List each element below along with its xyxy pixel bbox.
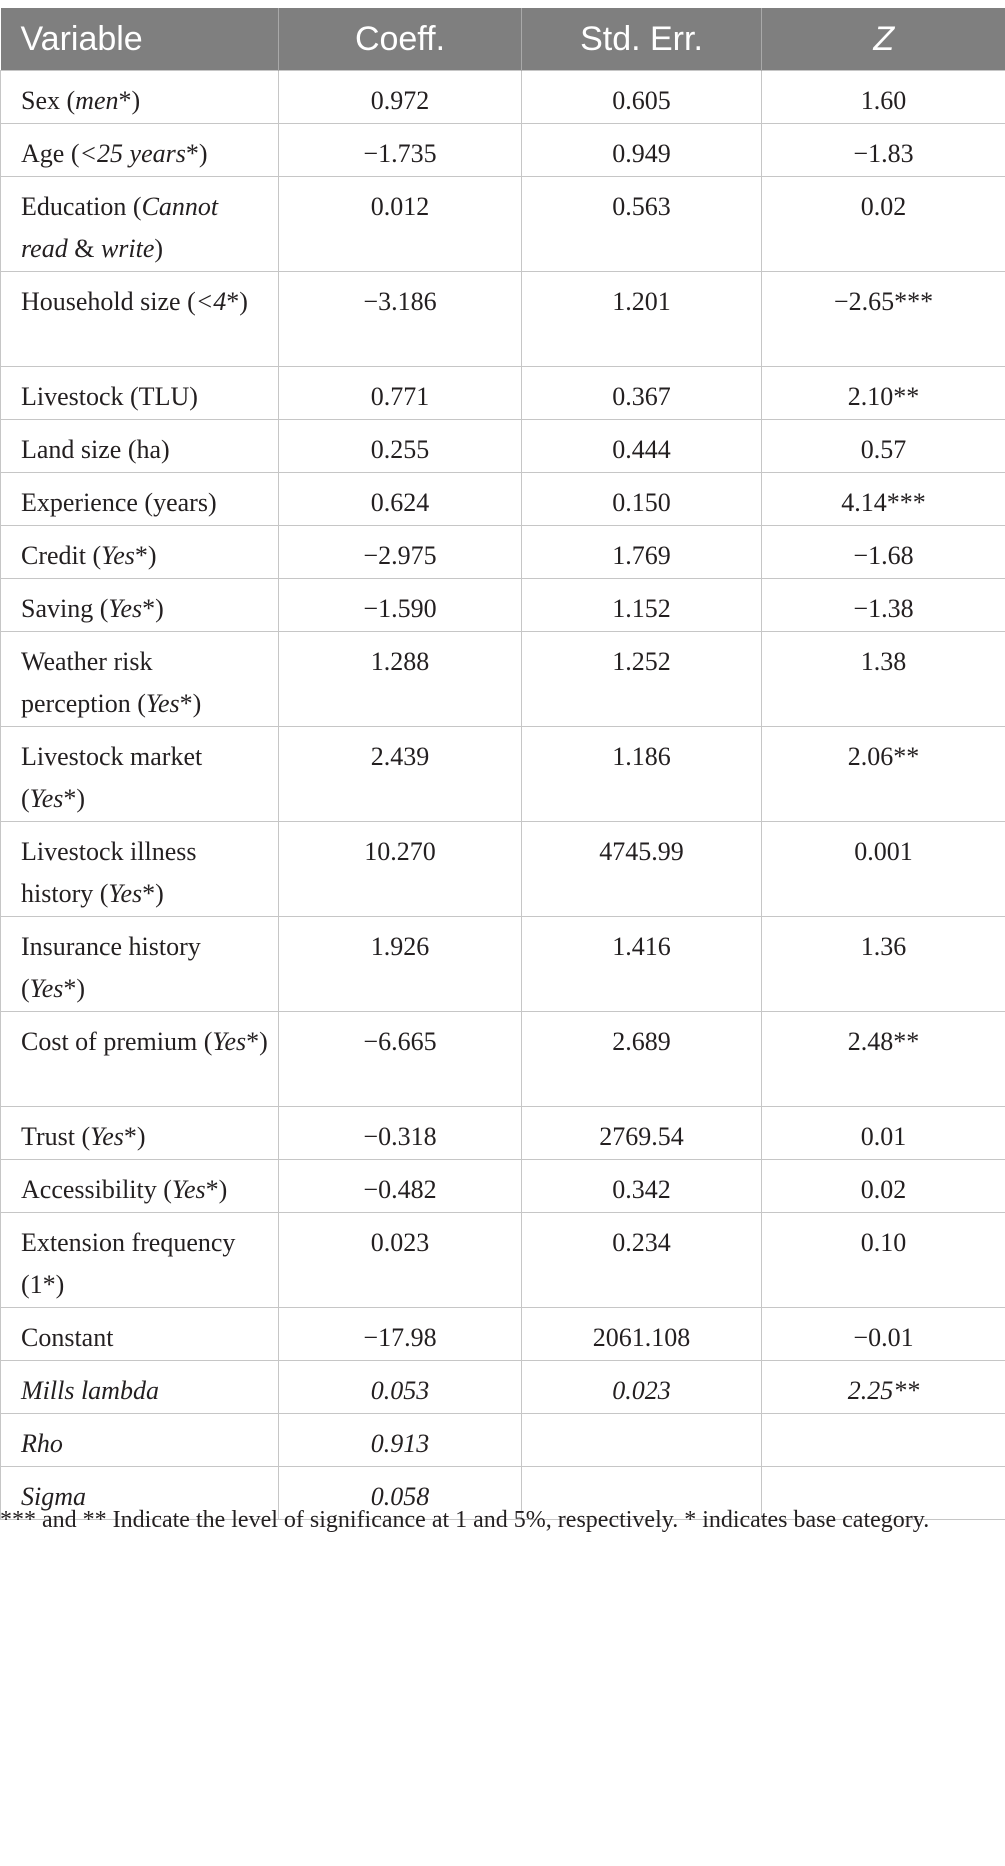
coeff-cell: −2.975 [279, 526, 522, 579]
std-err-cell: 1.252 [522, 632, 762, 727]
header-coeff: Coeff. [279, 8, 522, 71]
coeff-cell: −1.735 [279, 124, 522, 177]
table-row [1, 1414, 1005, 1467]
std-err-cell: 1.416 [522, 917, 762, 1012]
coeff-cell: 0.053 [279, 1361, 522, 1414]
z-cell: 2.06** [762, 727, 1005, 822]
table-row [1, 420, 1005, 473]
variable-cell: Education (Cannot read & write) [1, 177, 279, 272]
variable-cell: Cost of premium (Yes*) [1, 1012, 279, 1107]
std-err-cell: 0.949 [522, 124, 762, 177]
z-cell: 1.60 [762, 71, 1005, 124]
variable-cell: Insurance history (Yes*) [1, 917, 279, 1012]
z-cell: 2.25** [762, 1361, 1005, 1414]
variable-cell: Saving (Yes*) [1, 579, 279, 632]
z-cell: 0.02 [762, 177, 1005, 272]
variable-cell: Weather risk perception (Yes*) [1, 632, 279, 727]
coeff-cell: 0.058 [279, 1467, 522, 1520]
variable-cell: Experience (years) [1, 473, 279, 526]
table-row [1, 727, 1005, 822]
table-row [1, 1213, 1005, 1308]
table-footnote: *** and ** Indicate the level of significance at 1 and 5%, respectively. * indicates base category. [0, 1507, 930, 1533]
std-err-cell: 1.152 [522, 579, 762, 632]
z-cell: 1.38 [762, 632, 1005, 727]
z-cell: −2.65*** [762, 272, 1005, 367]
z-cell: −1.83 [762, 124, 1005, 177]
table-body [1, 71, 1005, 1520]
coeff-cell: −0.318 [279, 1107, 522, 1160]
table-row [1, 1107, 1005, 1160]
z-cell: 0.10 [762, 1213, 1005, 1308]
z-cell: −0.01 [762, 1308, 1005, 1361]
table-row [1, 71, 1005, 124]
z-cell: 0.02 [762, 1160, 1005, 1213]
table-row [1, 579, 1005, 632]
std-err-cell: 1.201 [522, 272, 762, 367]
table-row [1, 1308, 1005, 1361]
coeff-cell: −0.482 [279, 1160, 522, 1213]
variable-cell: Household size (<4*) [1, 272, 279, 367]
variable-cell: Livestock (TLU) [1, 367, 279, 420]
variable-cell: Extension frequency (1*) [1, 1213, 279, 1308]
z-cell: 0.01 [762, 1107, 1005, 1160]
std-err-cell: 4745.99 [522, 822, 762, 917]
z-cell: −1.68 [762, 526, 1005, 579]
header-std-err: Std. Err. [522, 8, 762, 71]
header-variable: Variable [1, 8, 279, 71]
z-cell: −1.38 [762, 579, 1005, 632]
coeff-cell: −3.186 [279, 272, 522, 367]
std-err-cell: 0.444 [522, 420, 762, 473]
std-err-cell: 0.367 [522, 367, 762, 420]
table-row [1, 177, 1005, 272]
coeff-cell: 1.926 [279, 917, 522, 1012]
coeff-cell: 0.023 [279, 1213, 522, 1308]
header-row [1, 8, 1005, 71]
table-row [1, 1361, 1005, 1414]
table-row [1, 272, 1005, 367]
z-cell: 4.14*** [762, 473, 1005, 526]
z-cell: 0.001 [762, 822, 1005, 917]
coeff-cell: 0.012 [279, 177, 522, 272]
variable-cell: Constant [1, 1308, 279, 1361]
table-header [1, 8, 1005, 71]
table-row [1, 1012, 1005, 1107]
coeff-cell: 0.913 [279, 1414, 522, 1467]
std-err-cell: 0.563 [522, 177, 762, 272]
std-err-cell: 2.689 [522, 1012, 762, 1107]
variable-cell: Livestock market (Yes*) [1, 727, 279, 822]
std-err-cell: 1.769 [522, 526, 762, 579]
coeff-cell: 1.288 [279, 632, 522, 727]
coeff-cell: −1.590 [279, 579, 522, 632]
coeff-cell: −17.98 [279, 1308, 522, 1361]
variable-cell: Credit (Yes*) [1, 526, 279, 579]
regression-table-container [0, 8, 1005, 1520]
variable-cell: Livestock illness history (Yes*) [1, 822, 279, 917]
variable-cell: Rho [1, 1414, 279, 1467]
z-cell: 0.57 [762, 420, 1005, 473]
variable-cell: Sex (men*) [1, 71, 279, 124]
std-err-cell: 0.342 [522, 1160, 762, 1213]
coeff-cell: 0.624 [279, 473, 522, 526]
z-cell: 2.48** [762, 1012, 1005, 1107]
std-err-cell: 0.234 [522, 1213, 762, 1308]
std-err-cell: 0.605 [522, 71, 762, 124]
table-row [1, 917, 1005, 1012]
std-err-cell [522, 1414, 762, 1467]
z-cell: 2.10** [762, 367, 1005, 420]
variable-cell: Land size (ha) [1, 420, 279, 473]
variable-cell: Sigma [1, 1467, 279, 1520]
regression-table [0, 8, 1005, 1520]
table-row [1, 822, 1005, 917]
variable-cell: Age (<25 years*) [1, 124, 279, 177]
table-row [1, 124, 1005, 177]
variable-cell: Trust (Yes*) [1, 1107, 279, 1160]
coeff-cell: 0.255 [279, 420, 522, 473]
std-err-cell: 0.150 [522, 473, 762, 526]
coeff-cell: 2.439 [279, 727, 522, 822]
table-row [1, 367, 1005, 420]
variable-cell: Mills lambda [1, 1361, 279, 1414]
table-row [1, 526, 1005, 579]
table-row [1, 632, 1005, 727]
header-z: Z [762, 8, 1005, 71]
coeff-cell: 10.270 [279, 822, 522, 917]
variable-cell: Accessibility (Yes*) [1, 1160, 279, 1213]
table-row [1, 473, 1005, 526]
z-cell [762, 1414, 1005, 1467]
z-cell: 1.36 [762, 917, 1005, 1012]
coeff-cell: 0.771 [279, 367, 522, 420]
coeff-cell: 0.972 [279, 71, 522, 124]
std-err-cell: 2769.54 [522, 1107, 762, 1160]
std-err-cell: 1.186 [522, 727, 762, 822]
std-err-cell: 2061.108 [522, 1308, 762, 1361]
std-err-cell: 0.023 [522, 1361, 762, 1414]
coeff-cell: −6.665 [279, 1012, 522, 1107]
table-row [1, 1160, 1005, 1213]
